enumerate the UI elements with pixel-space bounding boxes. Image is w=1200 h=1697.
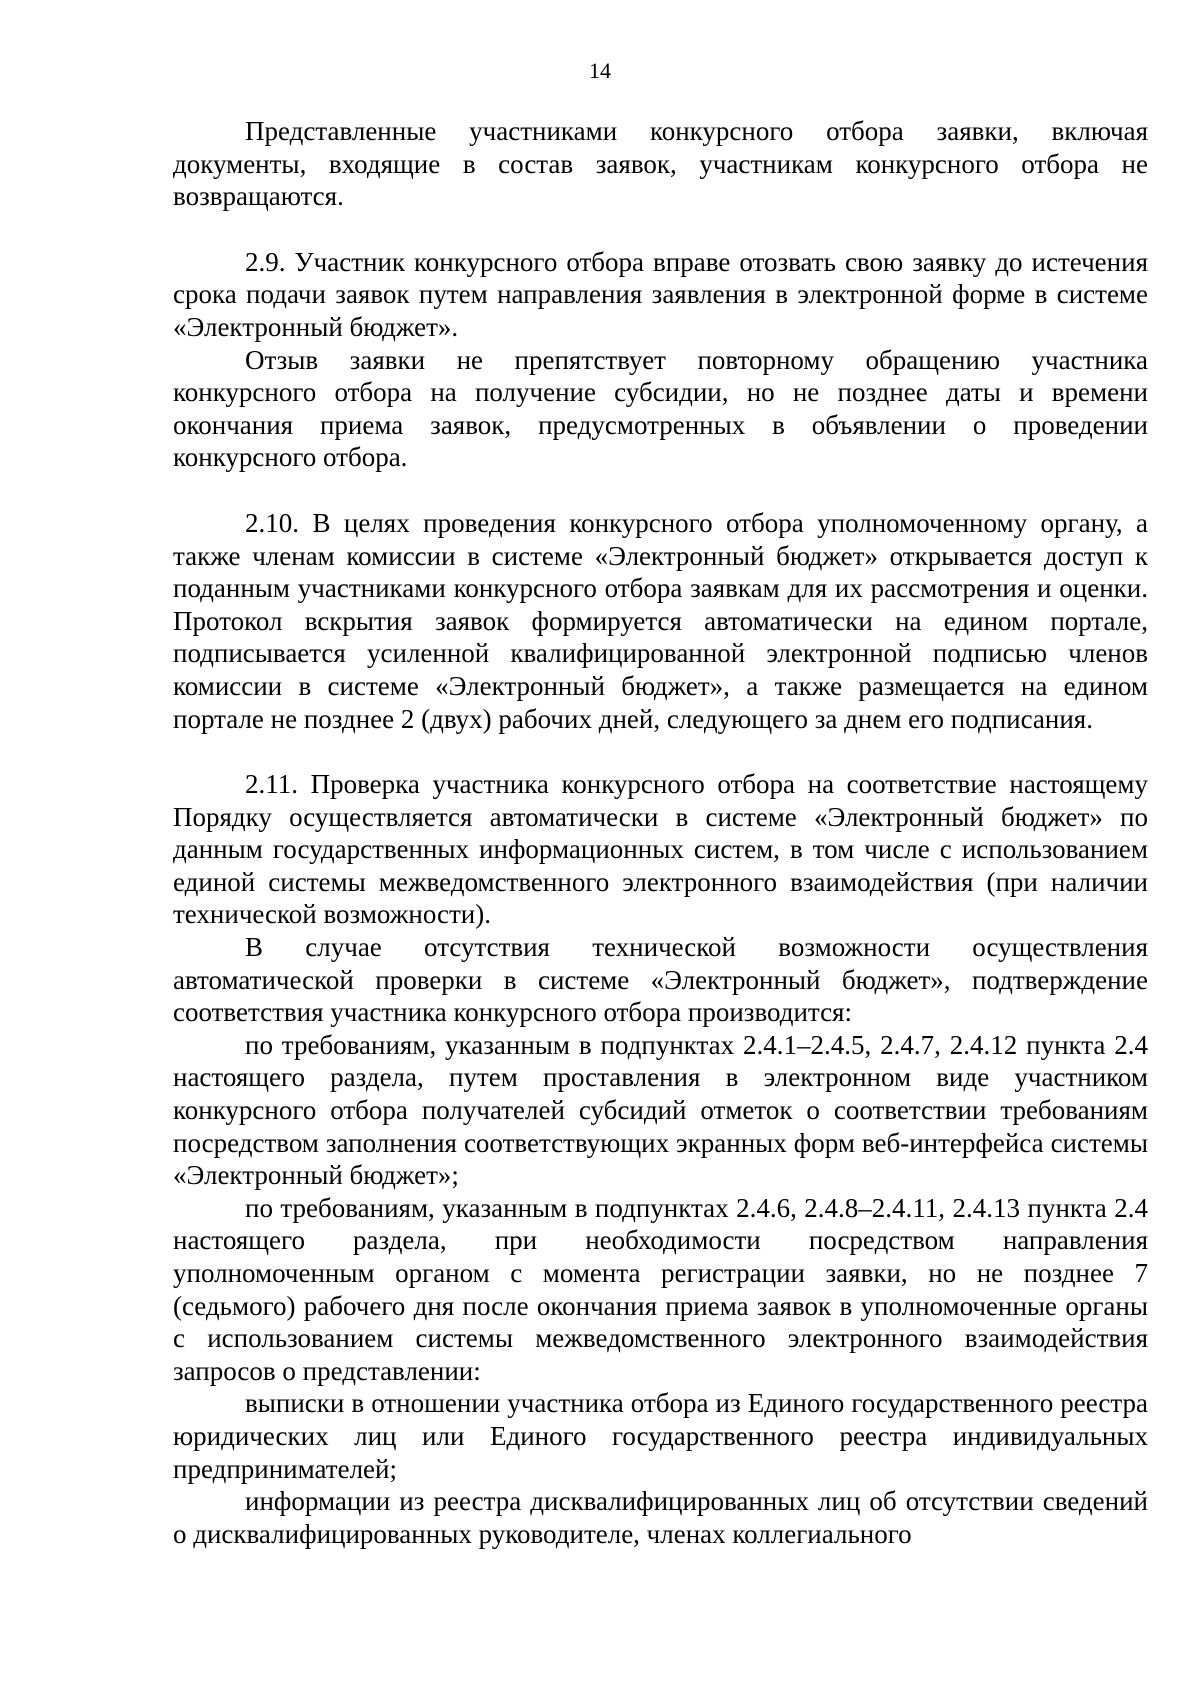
paragraph-disqualified-persons-info: информации из реестра дисквалифицированных лиц об отсутствии сведений о дисквалифицированных руководителе, членах коллегиального [173,1486,1148,1549]
document-body [173,115,1148,1550]
paragraph-withdrawal-resubmission: Отзыв заявки не препятствует повторному обращению участника конкурсного отбора на получение субсидии, но не позднее даты и времени окончания приема заявок, предусмотренных в объявлении о проведении конкурсного отбора. [173,344,1148,473]
paragraph-register-extract: выписки в отношении участника отбора из Единого государственного реестра юридических лиц или Единого государственного реестра индивидуальных предпринимателей; [173,1388,1148,1484]
paragraph-2-10-access-to-applications: 2.10. В целях проведения конкурсного отбора уполномоченному органу, а также членам комиссии в системе «Электронный бюджет» открывается доступ к поданным участниками конкурсного отбора заявкам для их рассмотрения и оценки. Протокол вскрытия заявок формируется автоматически на едином портале, подписывается усиленной квалифицированной электронной подписью членов комиссии в системе «Электронный бюджет», а также размещается на едином портале не позднее 2 (двух) рабочих дней, следующего за днем его подписания. [173,507,1148,734]
paragraph-no-technical-possibility: В случае отсутствия технической возможности осуществления автоматической проверки в системе «Электронный бюджет», подтверждение соответствия участника конкурсного отбора производится: [173,932,1148,1028]
paragraph-requirements-marks: по требованиям, указанным в подпунктах 2.4.1–2.4.5, 2.4.7, 2.4.12 пункта 2.4 настоящего раздела, путем проставления в электронном виде участником конкурсного отбора получателей субсидий отметок о соответствии требованиям посредством заполнения соответствующих экранных форм веб-интерфейса системы «Электронный бюджет»; [173,1029,1148,1191]
paragraph-requirements-requests: по требованиям, указанным в подпунктах 2.4.6, 2.4.8–2.4.11, 2.4.13 пункта 2.4 настоящего раздела, при необходимости посредством направления уполномоченным органом с момента регистрации заявки, но не позднее 7 (седьмого) рабочего дня после окончания приема заявок в уполномоченные органы с использованием системы межведомственного электронного взаимодействия запросов о представлении: [173,1192,1148,1386]
paragraph-2-9-withdraw-application: 2.9. Участник конкурсного отбора вправе отозвать свою заявку до истечения срока подачи заявок путем направления заявления в электронной форме в системе «Электронный бюджет». [173,246,1148,342]
paragraph-2-11-participant-check: 2.11. Проверка участника конкурсного отбора на соответствие настоящему Порядку осуществляется автоматически в системе «Электронный бюджет» по данным государственных информационных систем, в том числе с использованием единой системы межведомственного электронного взаимодействия (при наличии технической возможности). [173,769,1148,930]
paragraph-applications-not-returned: Представленные участниками конкурсного отбора заявки, включая документы, входящие в состав заявок, участникам конкурсного отбора не возвращаются. [173,116,1148,212]
page-number: 14 [589,58,611,83]
